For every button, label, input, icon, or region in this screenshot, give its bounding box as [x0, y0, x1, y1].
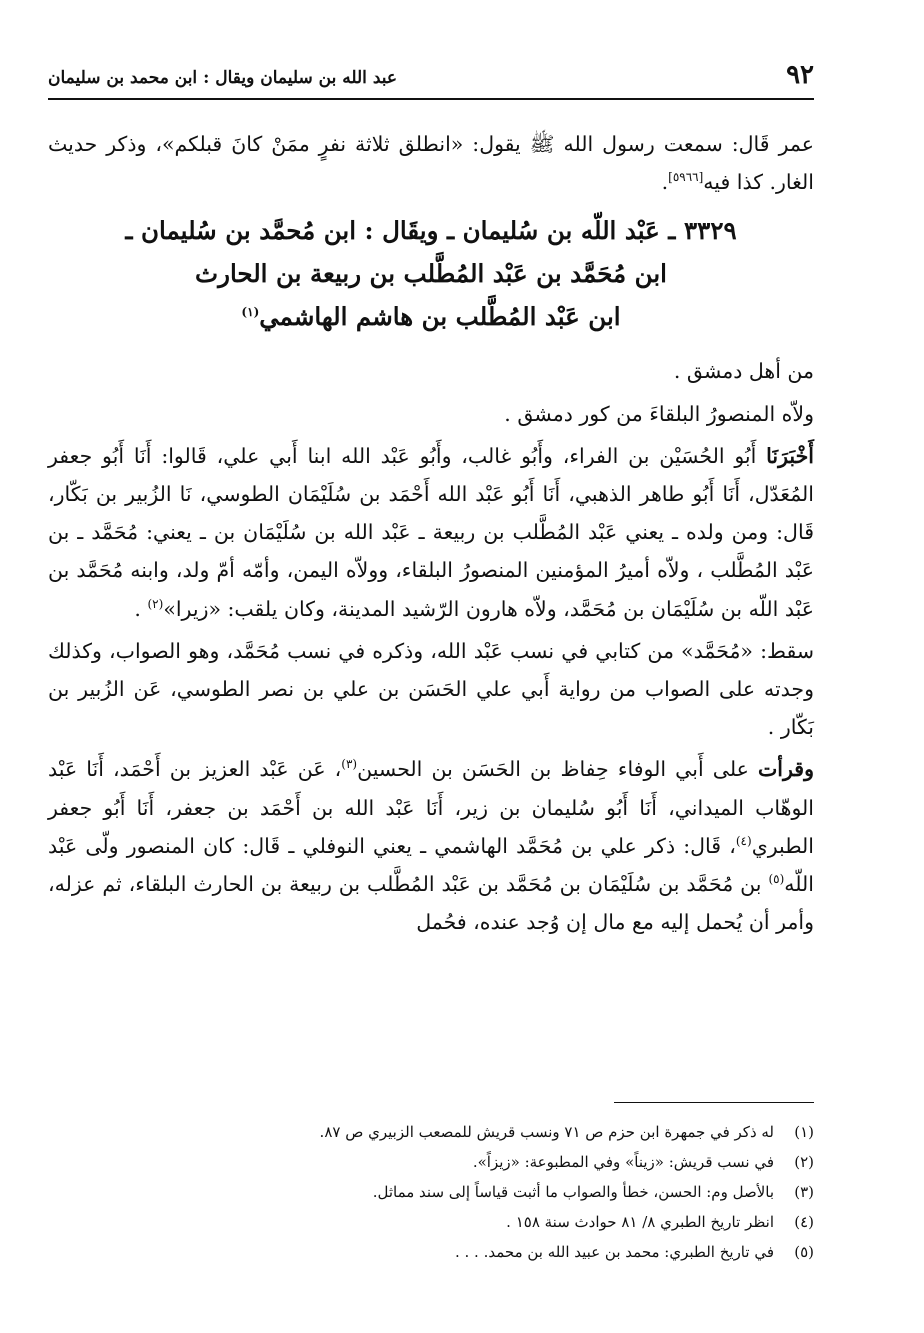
footnote-marker: (٣) — [341, 757, 358, 772]
footnote-text: انظر تاريخ الطبري ٨/ ٨١ حوادث سنة ١٥٨ . — [506, 1213, 774, 1231]
paragraph-text-4: بن مُحَمَّد بن سُلَيْمَان بن مُحَمَّد بن عَبْد المُطَّلب بن ربيعة بن الحارث البلقاء، ثم عزله، وأمر أن يُحمل إليه مع مال إن وُجد عنده، فحُمل — [48, 872, 814, 935]
footnote-item — [48, 1237, 814, 1267]
page-body — [48, 125, 814, 941]
footnote-text: في تاريخ الطبري: محمد بن عبيد الله بن محمد. . . . — [454, 1243, 774, 1261]
paragraph-end: . — [134, 596, 141, 621]
paragraph-akhbarana — [48, 437, 814, 628]
paragraph-text-2: ، عَن عَبْد العزيز بن أَحْمَد، أَنَا عَبْد الوهّاب الميداني، أَنَا أَبُو سُليمان بن زير، أَنَا عَبْد الله بن أَحْمَد بن جعفر، أَنَا أَبُو جعفر الطبري — [48, 757, 814, 858]
paragraph-saqat: سقط: «مُحَمَّد» من كتابي في نسب عَبْد الله، وذكره في نسب مُحَمَّد، وهو الصواب، وكذلك وجدته على الصواب من رواية أَبي علي الحَسَن بن علي بن نصر الطوسي، عَن الزُبير بن بَكّار . — [48, 638, 814, 740]
footnote-text: بالأصل وم: الحسن، خطأ والصواب ما أثبت قياساً إلى سند مماثل. — [372, 1183, 774, 1201]
entry-title — [48, 209, 814, 338]
entry-title-line-3 — [48, 295, 814, 338]
footnote-item — [48, 1207, 814, 1237]
footnote-marker: (٥) — [768, 872, 785, 887]
paragraph-text: أَبُو الحُسَيْن بن الفراء، وأَبُو غالب، وأَبُو عَبْد الله ابنا أَبي علي، قَالوا: أَنَا أَبُو جعفر المُعَدّل، أَنَا أَبُو طاهر الذهبي، أَنَا أَبُو عَبْد الله أَحْمَد بن سُلَيْمَان الطوسي، نَا الزُبير بن بَكّار، قَال: ومن ولده ـ يعني عَبْد المُطَّلب بن ربيعة ـ عَبْد الله بن سُلَيْمَان بن ـ يعني: مُحَمَّد ـ بن عَبْد المُطَّلب ، ولاّه أميرُ المؤمنين المنصورُ البلقاء، وولاّه اليمن، وأمّه أمّ ولد، وابنه مُحَمَّد بن عَبْد اللّه بن سُلَيْمَان بن مُحَمَّد، ولاّه هارون الرّشيد المدينة، وكان يلقب: «زيرا» — [48, 443, 814, 621]
paragraph-text: عمر قَال: سمعت رسول الله ﷺ يقول: «انطلق ثلاثة نفرٍ ممَنْ كانَ قبلكم»، وذكر حديث الغار. كذا فيه — [48, 132, 814, 195]
reference-note: [٥٩٦٦] — [668, 170, 704, 185]
running-title: عبد الله بن سليمان ويقال : ابن محمد بن سليمان — [48, 68, 398, 88]
paragraph-appointed: ولاّه المنصورُ البلقاءَ من كور دمشق . — [504, 401, 814, 426]
paragraph-text-3: ، قَال: ذكر علي بن مُحَمَّد الهاشمي ـ يعني النوفلي ـ قَال: كان المنصور ولّى عَبْد اللّه — [48, 833, 814, 897]
entry-title-line-3-text: ابن عَبْد المُطَّلب بن هاشم الهاشمي — [259, 302, 621, 332]
paragraph-lead-word: أَخْبَرَنَا — [766, 443, 814, 468]
footnote-marker: (١) — [241, 305, 260, 320]
page-number: ٩٢ — [786, 60, 814, 90]
footnote-text: له ذكر في جمهرة ابن حزم ص ٧١ ونسب قريش للمصعب الزبيري ص ٨٧. — [319, 1123, 774, 1141]
footnote-number: (٢) — [794, 1153, 814, 1171]
page-header — [48, 58, 814, 100]
paragraph-qaratu — [48, 750, 814, 941]
footnote-number: (١) — [794, 1123, 814, 1141]
footnote-text: في نسب قريش: «زيناً» وفي المطبوعة: «زيزاً». — [472, 1153, 774, 1171]
footnote-number: (٥) — [794, 1243, 814, 1261]
paragraph-origin: من أهل دمشق . — [673, 359, 814, 384]
footnote-marker: (٤) — [735, 834, 752, 849]
paragraph-text-1: على أَبي الوفاء حِفاظ بن الحَسَن بن الحسين — [357, 757, 749, 782]
footnote-item — [48, 1177, 814, 1207]
footnotes-section — [48, 1102, 814, 1267]
paragraph-lead-word: وقرأت — [757, 757, 814, 782]
footnote-divider — [614, 1102, 814, 1103]
footnote-item — [48, 1117, 814, 1147]
footnote-item — [48, 1147, 814, 1177]
entry-title-line-1: ٣٣٢٩ ـ عَبْد اللّه بن سُليمان ـ ويقَال : ابن مُحمَّد بن سُليمان ـ — [125, 216, 737, 246]
footnote-marker: (٢) — [147, 596, 164, 611]
paragraph-continuation — [48, 125, 814, 201]
entry-title-line-2: ابن مُحَمَّد بن عَبْد المُطَّلب بن ربيعة بن الحارث — [195, 259, 667, 289]
footnote-number: (٤) — [794, 1213, 814, 1231]
footnote-number: (٣) — [794, 1183, 814, 1201]
paragraph-end: . — [661, 170, 669, 195]
